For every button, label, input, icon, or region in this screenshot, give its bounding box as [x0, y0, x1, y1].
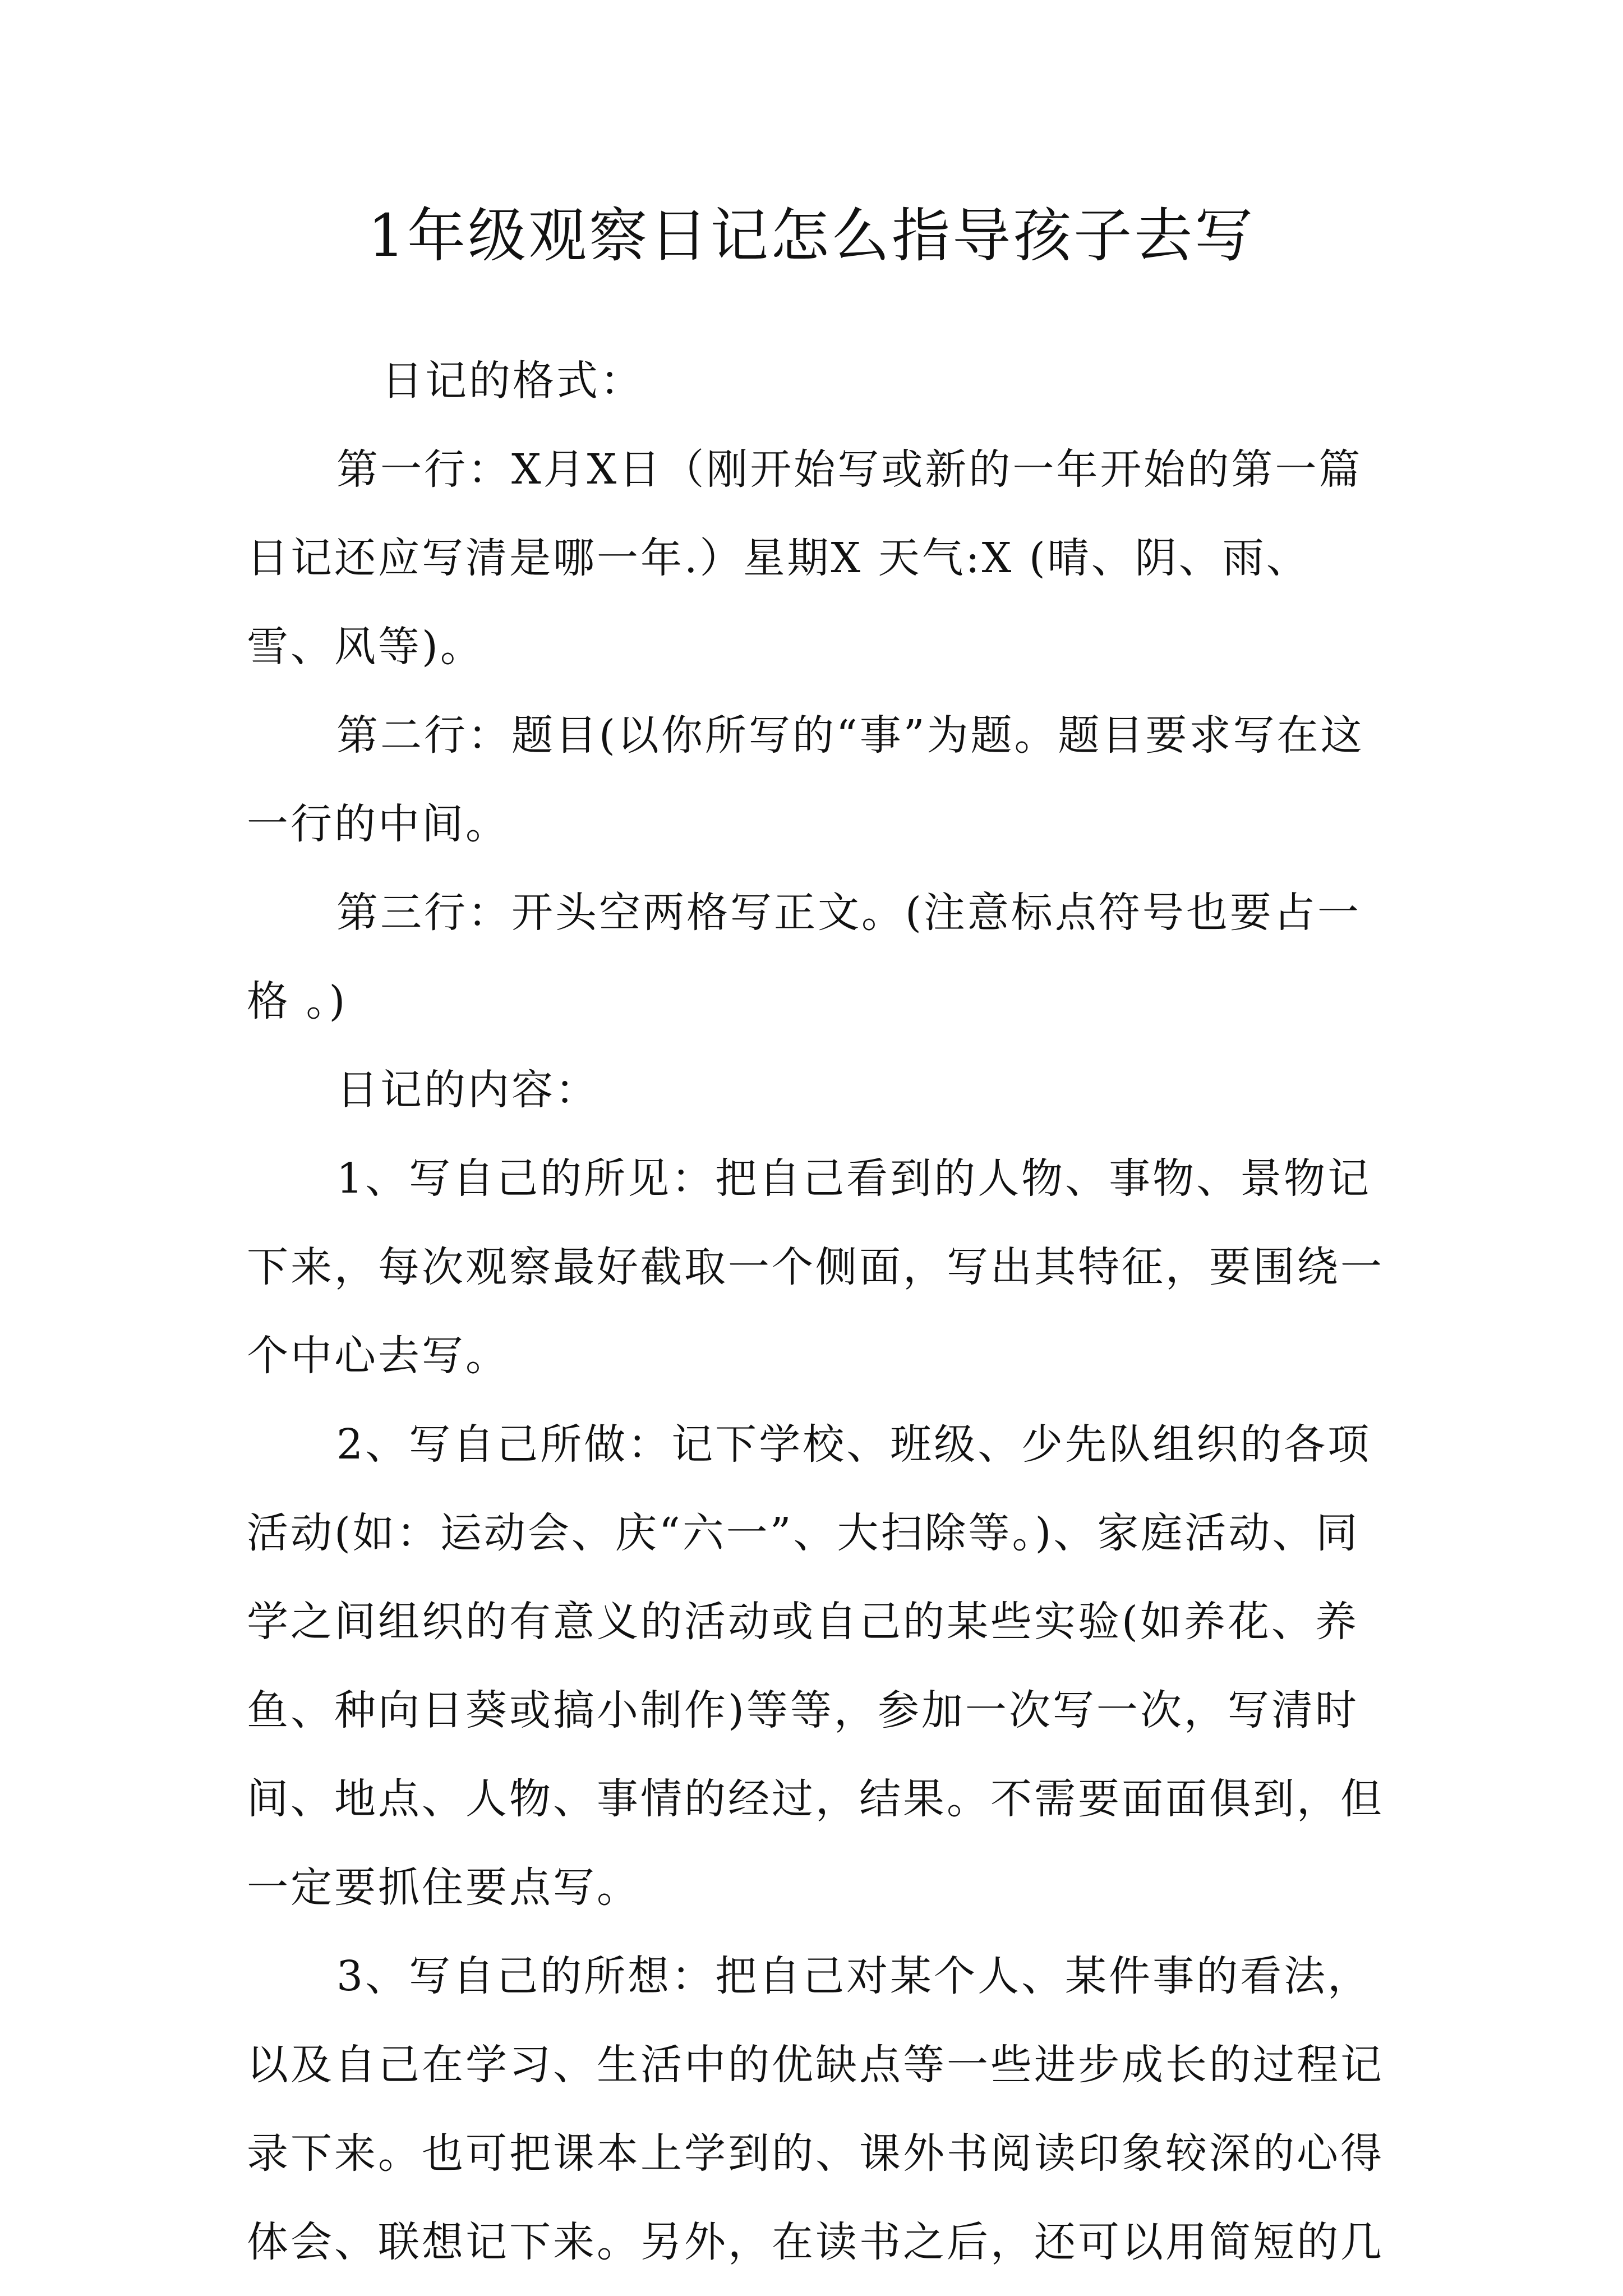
- paragraph-item-2: 2、写自己所做：记下学校、班级、少先队组织的各项活动(如：运动会、庆“六一”、大扫除等。)、家庭活动、同学之间组织的有意义的活动或自己的某些实验(如养花、养鱼、种向日葵或搞小制作)等等，参加一次写一次，写清时间、地点、人物、事情的经过，结果。不需要面面俱到，但一定要抓住要点写。: [247, 1420, 1384, 1912]
- paragraph-item-1: 1、写自己的所见：把自己看到的人物、事物、景物记下来，每次观察最好截取一个侧面，写出其特征，要围绕一个中心去写。: [247, 1154, 1384, 1380]
- document-title: 1年级观察日记怎么指导孩子去写: [367, 201, 1256, 270]
- paragraph-format-heading: 日记的格式：: [381, 357, 644, 405]
- document-body: [247, 337, 1385, 2286]
- paragraph-line-two: 第二行：题目(以你所写的“事”为题。题目要求写在这一行的中间。: [247, 711, 1364, 848]
- paragraph-line-three: 第三行：开头空两格写正文。(注意标点符号也要占一格 。): [247, 889, 1361, 1025]
- paragraph-content-heading: 日记的内容：: [336, 1066, 599, 1114]
- paragraph-line-one: 第一行：X月X日（刚开始写或新的一年开始的第一篇日记还应写清是哪一年.）星期X 天气:X (晴、阴、雨、雪、风等)。: [247, 445, 1363, 671]
- paragraph-item-3: 3、写自己的所想：把自己对某个人、某件事的看法，以及自己在学习、生活中的优缺点等一些进步成长的过程记录下来。也可把课本上学到的、课外书阅读印象较深的心得体会、联想记下来。另外，在读书之后，还可以用简短的几: [247, 1952, 1384, 2266]
